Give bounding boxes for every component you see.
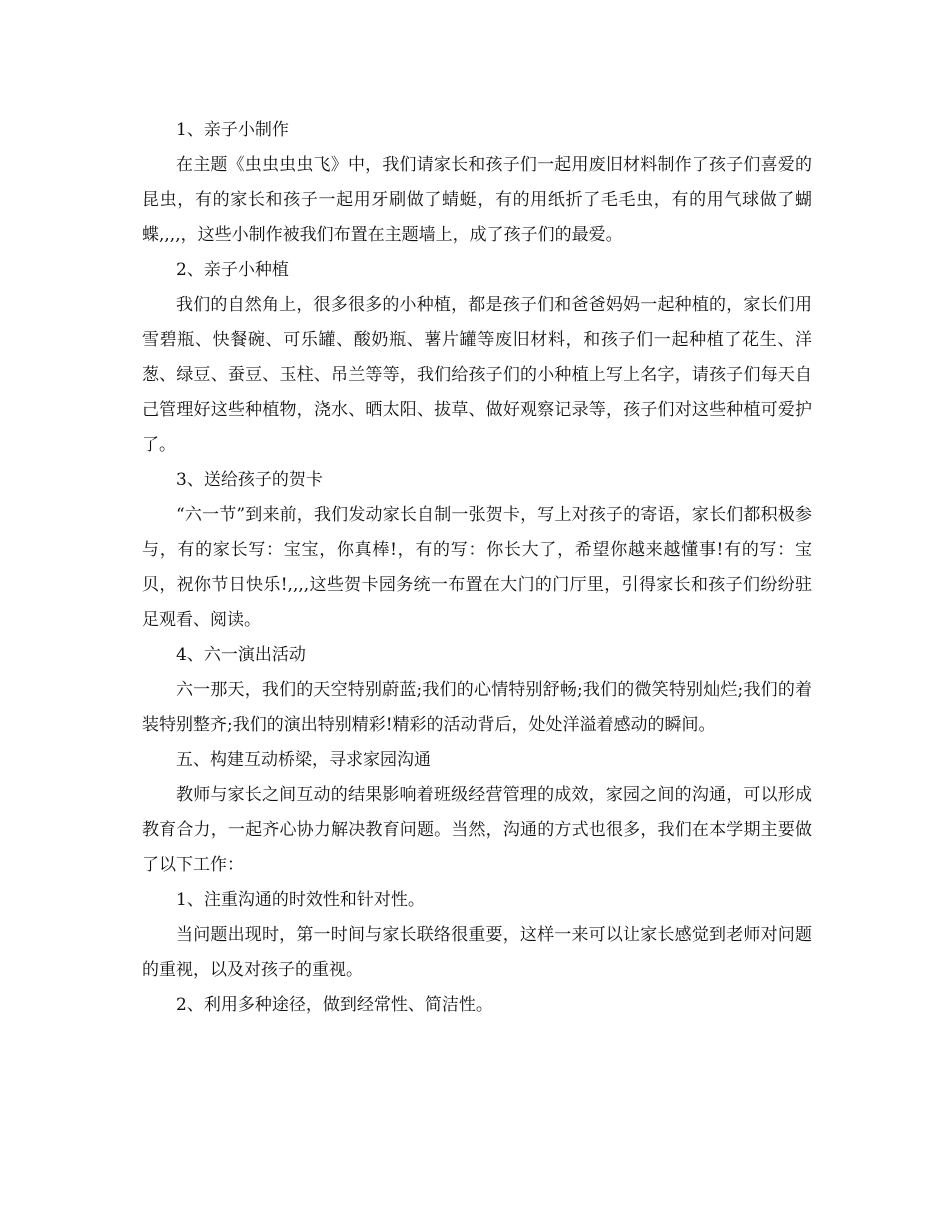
paragraph-greeting-cards: “六一节”到来前，我们发动家长自制一张贺卡，写上对孩子的寄语，家长们都积极参与，有的家长写：宝宝，你真棒!，有的写：你长大了，希望你越来越懂事!有的写：宝贝，祝你节日快乐!,,,,这些贺卡园务统一布置在大门的门厅里，引得家长和孩子们纷纷驻足观看、阅读。 <box>142 505 812 630</box>
heading-home-school-communication: 五、构建互动桥梁，寻求家园沟通 <box>176 750 431 770</box>
paragraph-planting: 我们的自然角上，很多很多的小种植，都是孩子们和爸爸妈妈一起种植的，家长们用雪碧瓶、快餐碗、可乐罐、酸奶瓶、薯片罐等废旧材料，和孩子们一起种植了花生、洋葱、绿豆、蚕豆、玉柱、吊兰等等，我们给孩子们的小种植上写上名字，请孩子们每天自己管理好这些种植物，浇水、晒太阳、拔草、做好观察记录等，孩子们对这些种植可爱护了。 <box>142 295 812 455</box>
document-body <box>142 113 812 1023</box>
heading-parent-child-crafts: 1、亲子小制作 <box>176 120 289 140</box>
heading-childrens-day-show: 4、六一演出活动 <box>176 645 306 665</box>
paragraph-crafts: 在主题《虫虫虫虫飞》中，我们请家长和孩子们一起用废旧材料制作了孩子们喜爱的昆虫，有的家长和孩子一起用牙刷做了蜻蜓，有的用纸折了毛毛虫，有的用气球做了蝴蝶,,,,，这些小制作被我们布置在主题墙上，成了孩子们的最爱。 <box>142 155 812 245</box>
paragraph-childrens-day-show: 六一那天，我们的天空特别蔚蓝;我们的心情特别舒畅;我们的微笑特别灿烂;我们的着装特别整齐;我们的演出特别精彩!精彩的活动背后，处处洋溢着感动的瞬间。 <box>142 680 812 735</box>
heading-greeting-cards: 3、送给孩子的贺卡 <box>176 470 323 490</box>
heading-parent-child-planting: 2、亲子小种植 <box>176 260 289 280</box>
paragraph-timeliness: 当问题出现时，第一时间与家长联络很重要，这样一来可以让家长感觉到老师对问题的重视，以及对孩子的重视。 <box>142 925 812 980</box>
heading-multiple-channels: 2、利用多种途径，做到经常性、简洁性。 <box>176 995 493 1015</box>
heading-timeliness: 1、注重沟通的时效性和针对性。 <box>176 890 425 910</box>
paragraph-home-school-communication: 教师与家长之间互动的结果影响着班级经营管理的成效，家园之间的沟通，可以形成教育合力，一起齐心协力解决教育问题。当然，沟通的方式也很多，我们在本学期主要做了以下工作： <box>142 785 812 875</box>
